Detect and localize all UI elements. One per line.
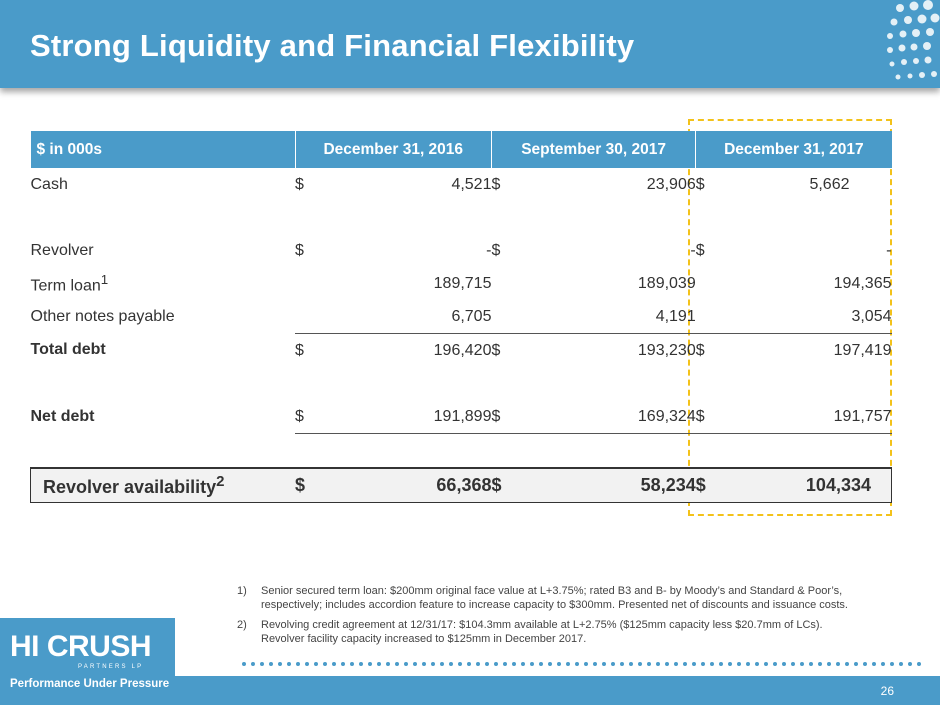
row-label-text: Revolver availability bbox=[43, 477, 217, 497]
currency-symbol: $ bbox=[695, 175, 705, 193]
currency-symbol bbox=[491, 267, 521, 300]
cell-value: 23,906 bbox=[646, 175, 696, 193]
liquidity-table bbox=[30, 131, 892, 503]
table-header-row bbox=[31, 131, 892, 168]
currency-symbol: $ bbox=[696, 400, 726, 434]
currency-symbol bbox=[696, 267, 726, 300]
logo-subtitle: PARTNERS LP bbox=[78, 664, 144, 670]
column-header-dec-2016: December 31, 2016 bbox=[295, 131, 491, 168]
dot-pattern-decoration bbox=[840, 0, 940, 88]
cell-value: - bbox=[486, 241, 492, 259]
currency-symbol: $ bbox=[295, 400, 325, 434]
column-header-dec-2017: December 31, 2017 bbox=[696, 131, 892, 168]
currency-symbol: $ bbox=[295, 241, 304, 259]
cell-value: - bbox=[690, 241, 696, 259]
cell-value: 191,899 bbox=[325, 400, 491, 434]
cell-value: - bbox=[886, 241, 892, 259]
logo-wordmark: HI CRUSH bbox=[10, 630, 152, 663]
currency-symbol: $ bbox=[491, 334, 521, 368]
footnote-item bbox=[237, 618, 867, 646]
table-row-other-notes bbox=[31, 300, 892, 334]
header-bar bbox=[0, 0, 940, 88]
footnote-text: Senior secured term loan: $200mm original face value at L+3.75%; rated B3 and B- by Moody’s and Standard & Poor’s, respectively; includes accordion feature to increase capacity to $300mm. Presented net of discounts and issuance costs. bbox=[261, 585, 848, 611]
column-header-sep-2017: September 30, 2017 bbox=[491, 131, 695, 168]
currency-symbol bbox=[295, 300, 325, 334]
row-label bbox=[31, 267, 296, 300]
table-row-total-debt bbox=[31, 334, 892, 368]
currency-symbol: $ bbox=[295, 468, 325, 503]
table-row-revolver bbox=[31, 234, 892, 267]
cell-value: 5,662 bbox=[809, 175, 850, 193]
currency-symbol: $ bbox=[295, 334, 325, 368]
cell-value: 4,191 bbox=[655, 307, 696, 325]
currency-symbol: $ bbox=[491, 400, 521, 434]
footer-bar bbox=[175, 676, 940, 705]
dotted-divider bbox=[240, 660, 930, 668]
currency-symbol bbox=[696, 300, 726, 334]
spacer-row bbox=[31, 367, 892, 400]
row-label: Total debt bbox=[30, 341, 106, 359]
currency-symbol: $ bbox=[696, 334, 726, 368]
currency-symbol bbox=[295, 267, 325, 300]
currency-symbol: $ bbox=[491, 175, 501, 193]
logo-tagline: Performance Under Pressure bbox=[10, 678, 170, 690]
row-label bbox=[31, 468, 296, 503]
row-label: Net debt bbox=[30, 407, 95, 425]
cell-value: 4,521 bbox=[451, 175, 492, 193]
footnotes bbox=[237, 584, 867, 652]
cell-value: 104,334 bbox=[726, 468, 892, 503]
cell-value: 6,705 bbox=[451, 307, 492, 325]
currency-symbol: $ bbox=[695, 241, 705, 259]
row-label-text: Term loan bbox=[30, 277, 101, 295]
cell-value: 3,054 bbox=[851, 307, 892, 325]
currency-symbol bbox=[491, 300, 521, 334]
footnote-item bbox=[237, 584, 867, 612]
cell-value: 197,419 bbox=[726, 334, 892, 368]
currency-symbol: $ bbox=[696, 468, 726, 503]
row-label: Cash bbox=[30, 175, 68, 193]
table-row-revolver-availability bbox=[31, 468, 892, 503]
currency-symbol: $ bbox=[491, 468, 521, 503]
cell-value: 196,420 bbox=[325, 334, 491, 368]
cell-value: 189,715 bbox=[433, 274, 492, 292]
cell-value: 169,324 bbox=[521, 400, 695, 434]
footnote-marker: 1 bbox=[100, 271, 109, 287]
table-row-cash bbox=[31, 168, 892, 201]
column-header-units: $ in 000s bbox=[31, 131, 296, 168]
spacer-row bbox=[31, 434, 892, 469]
cell-value: 193,230 bbox=[521, 334, 695, 368]
footnote-number: 1) bbox=[237, 585, 247, 597]
cell-value: 58,234 bbox=[521, 468, 695, 503]
footnote-marker: 2 bbox=[216, 473, 225, 490]
footnote-number: 2) bbox=[237, 619, 247, 631]
cell-value: 194,365 bbox=[833, 274, 892, 292]
currency-symbol: $ bbox=[491, 241, 501, 259]
row-label: Other notes payable bbox=[30, 307, 175, 325]
company-logo bbox=[0, 618, 175, 705]
footnote-text: Revolving credit agreement at 12/31/17: $104.3mm available at L+2.75% ($125mm capacity less $20.7mm of LCs). Revolver facility capacity increased to $125mm in December 2017. bbox=[261, 619, 823, 645]
table-row-term-loan bbox=[31, 267, 892, 300]
cell-value: 66,368 bbox=[325, 468, 491, 503]
row-label: Revolver bbox=[30, 241, 94, 259]
currency-symbol: $ bbox=[295, 175, 304, 193]
page-title: Strong Liquidity and Financial Flexibility bbox=[30, 28, 635, 63]
cell-value: 189,039 bbox=[637, 274, 696, 292]
table-row-net-debt bbox=[31, 400, 892, 434]
spacer-row bbox=[31, 201, 892, 234]
page-number: 26 bbox=[880, 684, 894, 698]
cell-value: 191,757 bbox=[726, 400, 892, 434]
